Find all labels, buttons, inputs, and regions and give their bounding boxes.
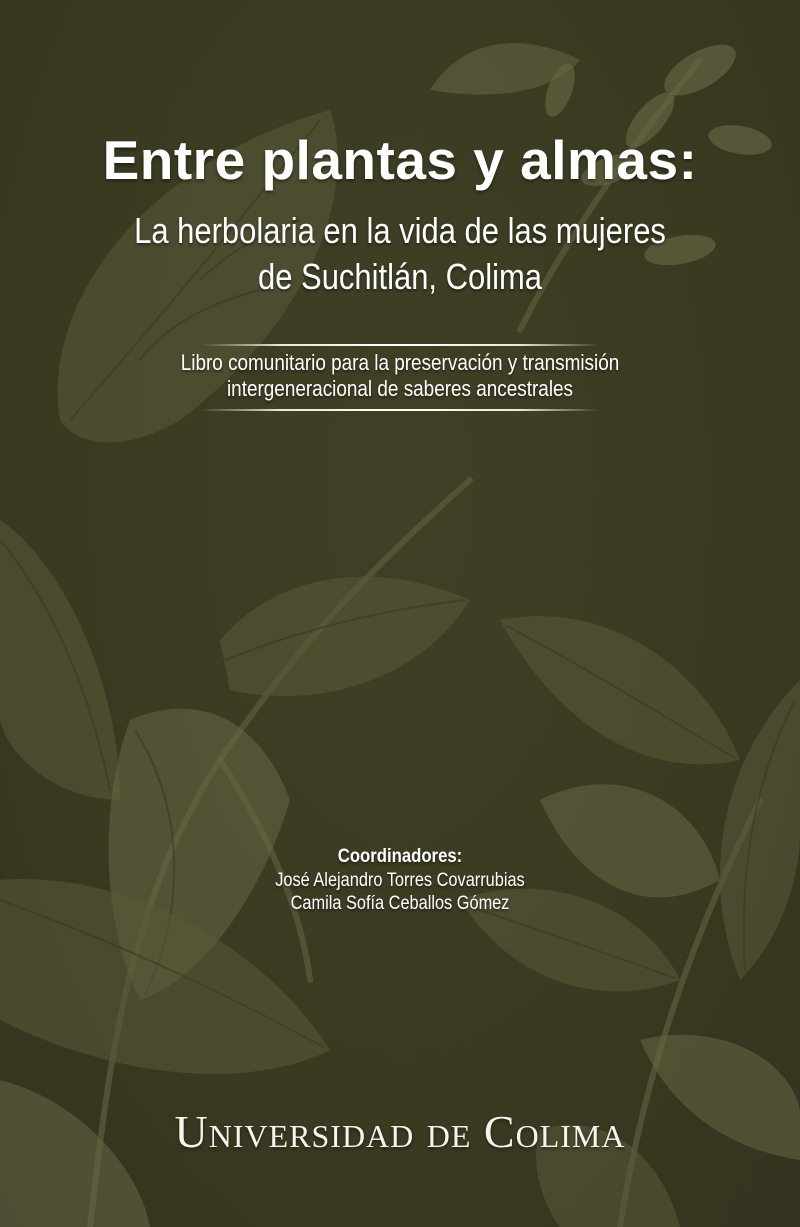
book-title: Entre plantas y almas: (102, 129, 698, 191)
bottom-divider (200, 409, 600, 411)
top-divider (200, 344, 600, 346)
tagline-line-2: intergeneracional de saberes ancestrales (226, 376, 574, 401)
publisher-logo-text: Universidad de Colima (174, 1106, 626, 1157)
coordinators-label: Coordinadores: (337, 846, 463, 867)
book-tagline (56, 350, 744, 402)
book-subtitle (56, 208, 744, 300)
subtitle-line-1: La herbolaria en la vida de las mujeres (134, 210, 666, 251)
coordinator-name: Camila Sofía Ceballos Gómez (290, 893, 510, 914)
tagline-line-1: Libro comunitario para la preservación y transmisión (180, 350, 620, 375)
coordinator-name: José Alejandro Torres Covarrubias (275, 870, 525, 891)
subtitle-line-2: de Suchitlán, Colima (258, 256, 542, 297)
